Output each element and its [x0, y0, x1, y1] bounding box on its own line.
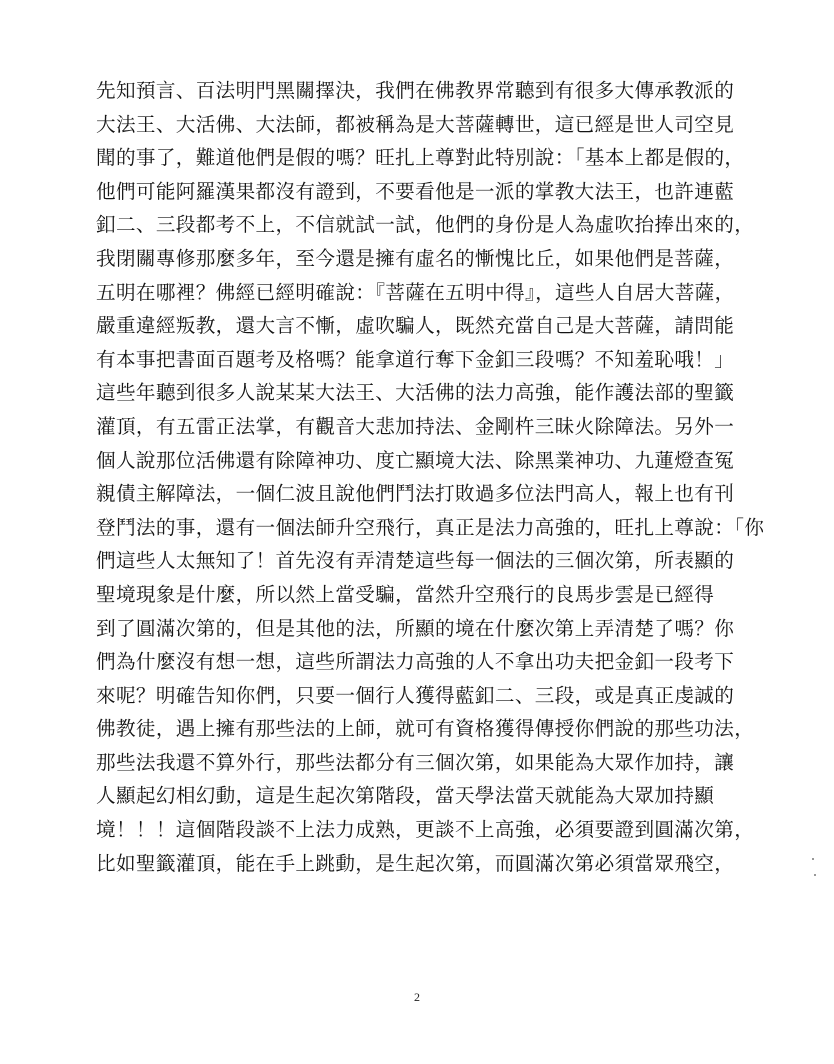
text-line: 這些年聽到很多人說某某大法王、大活佛的法力高強，能作護法部的聖籤: [96, 381, 735, 405]
text-line: 來呢？明確告知你們，只要一個行人獲得藍釦二、三段，或是真正虔誠的: [96, 683, 735, 707]
text-line: 們這些人太無知了！首先沒有弄清楚這些每一個法的三個次第，所表顯的: [96, 549, 735, 573]
text-line: 那些法我還不算外行，那些法都分有三個次第，如果能為大眾作加持，讓: [96, 750, 735, 774]
text-line: 比如聖籤灌頂，能在手上跳動，是生起次第，而圓滿次第必須當眾飛空，: [96, 851, 735, 875]
text-line: 境！！！這個階段談不上法力成熟，更談不上高強，必須要證到圓滿次第，: [96, 818, 755, 842]
page-number: 2: [414, 990, 420, 1004]
text-line: 們為什麼沒有想一想，這些所謂法力高強的人不拿出功夫把金釦一段考下: [96, 650, 735, 674]
text-line: 登鬥法的事，還有一個法師升空飛行，真正是法力高強的，旺扎上尊說：「你: [96, 515, 765, 539]
text-line: 先知預言、百法明門黑關擇決，我們在佛教界常聽到有很多大傳承教派的: [96, 79, 735, 102]
text-line: 嚴重違經叛教，還大言不慚，虛吹騙人，既然充當自己是大菩薩，請問能: [96, 314, 735, 338]
scan-speck: [814, 874, 816, 876]
text-line: 五明在哪裡？佛經已經明確說：『菩薩在五明中得』，這些人自居大菩薩，: [96, 280, 735, 304]
text-line: 聖境現象是什麼，所以然上當受騙，當然升空飛行的良馬步雲是已經得: [96, 582, 715, 606]
body-text: [96, 74, 765, 880]
text-line: 灌頂，有五雷正法掌，有觀音大悲加持法、金剛杵三昧火除障法。另外一: [96, 414, 735, 438]
text-line: 釦二、三段都考不上，不信就試一試，他們的身份是人為虛吹抬捧出來的，: [96, 213, 755, 237]
text-line: 佛教徒，遇上擁有那些法的上師，就可有資格獲得傳授你們說的那些功法，: [96, 717, 755, 741]
text-line: 他們可能阿羅漢果都沒有證到，不要看他是一派的掌教大法王，也許連藍: [96, 179, 735, 203]
text-line: 親債主解障法，一個仁波且說他們鬥法打敗過多位法門高人，報上也有刊: [96, 482, 735, 506]
text-line: 個人說那位活佛還有除障神功、度亡顯境大法、除黑業神功、九蓮燈查冤: [96, 448, 735, 472]
text-line: 人顯起幻相幻動，這是生起次第階段，當天學法當天就能為大眾加持顯: [96, 784, 715, 808]
text-line: 大法王、大活佛、大法師，都被稱為是大菩薩轉世，這已經是世人司空見: [96, 112, 735, 136]
text-line: 我閉關專修那麼多年，至今還是擁有虛名的慚愧比丘，如果他們是菩薩，: [96, 246, 735, 270]
scan-speck: [812, 858, 814, 860]
text-line: 到了圓滿次第的，但是其他的法，所顯的境在什麼次第上弄清楚了嗎？你: [96, 616, 735, 640]
text-line: 有本事把書面百題考及格嗎？能拿道行奪下金釦三段嗎？不知羞恥哦！」: [96, 347, 735, 371]
text-line: 聞的事了，難道他們是假的嗎？旺扎上尊對此特別說：「基本上都是假的，: [96, 146, 745, 170]
